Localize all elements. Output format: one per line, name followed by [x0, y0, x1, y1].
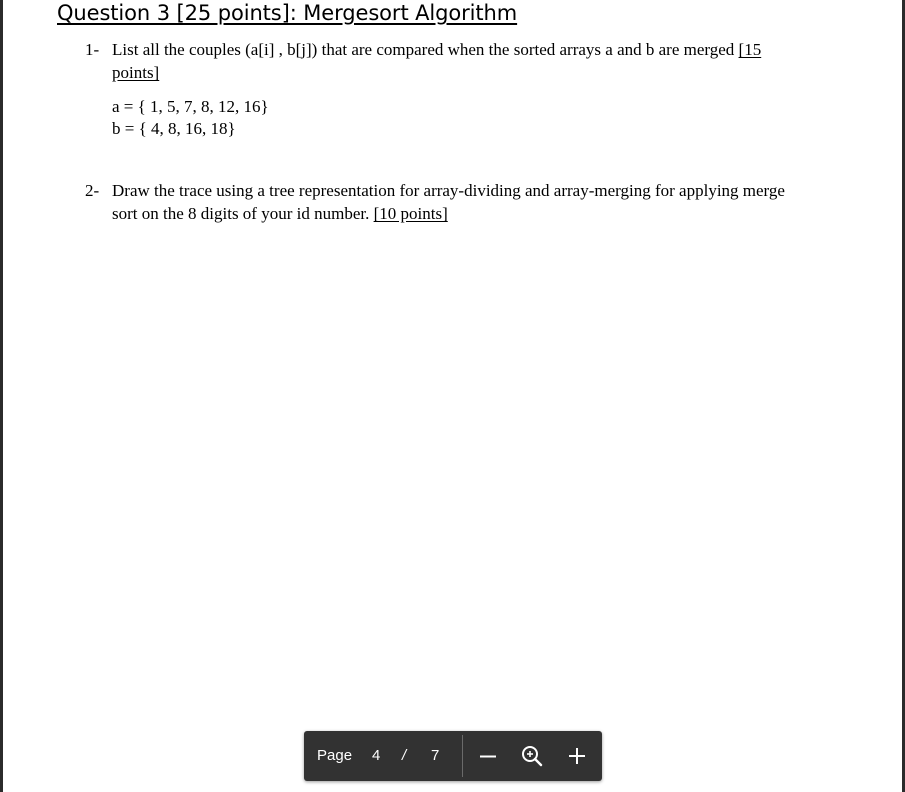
plus-icon	[565, 744, 589, 768]
q2-number: 2-	[85, 181, 100, 200]
current-page-number[interactable]: 4	[372, 747, 381, 764]
page-separator: /	[402, 747, 407, 764]
pdf-viewer-toolbar	[304, 731, 602, 781]
zoom-fit-button[interactable]	[520, 744, 544, 768]
q1-points-part2: points]	[112, 63, 160, 82]
array-b: b = { 4, 8, 16, 18}	[112, 119, 236, 138]
q2-text	[112, 179, 785, 225]
left-page-border	[0, 0, 3, 792]
page-label: Page	[317, 747, 353, 764]
total-pages: 7	[431, 747, 440, 764]
question-heading: Question 3 [25 points]: Mergesort Algorithm	[57, 1, 518, 25]
zoom-in-button[interactable]	[565, 744, 589, 768]
q2-text-line1: Draw the trace using a tree representation for array-dividing and array-merging for applying merge	[112, 181, 785, 200]
toolbar-divider	[462, 735, 463, 777]
q1-number: 1-	[85, 40, 100, 59]
q1-points-part1: [15	[738, 40, 762, 59]
q2-points: [10 points]	[373, 204, 448, 223]
q1-text-line1: List all the couples (a[i] , b[j]) that are compared when the sorted arrays a and b are merged	[112, 40, 739, 59]
minus-icon	[476, 744, 500, 768]
q2-text-line2: sort on the 8 digits of your id number.	[112, 204, 374, 223]
array-a: a = { 1, 5, 7, 8, 12, 16}	[112, 97, 269, 116]
zoom-out-button[interactable]	[476, 744, 500, 768]
q1-text	[112, 38, 761, 84]
zoom-fit-icon	[520, 744, 544, 768]
